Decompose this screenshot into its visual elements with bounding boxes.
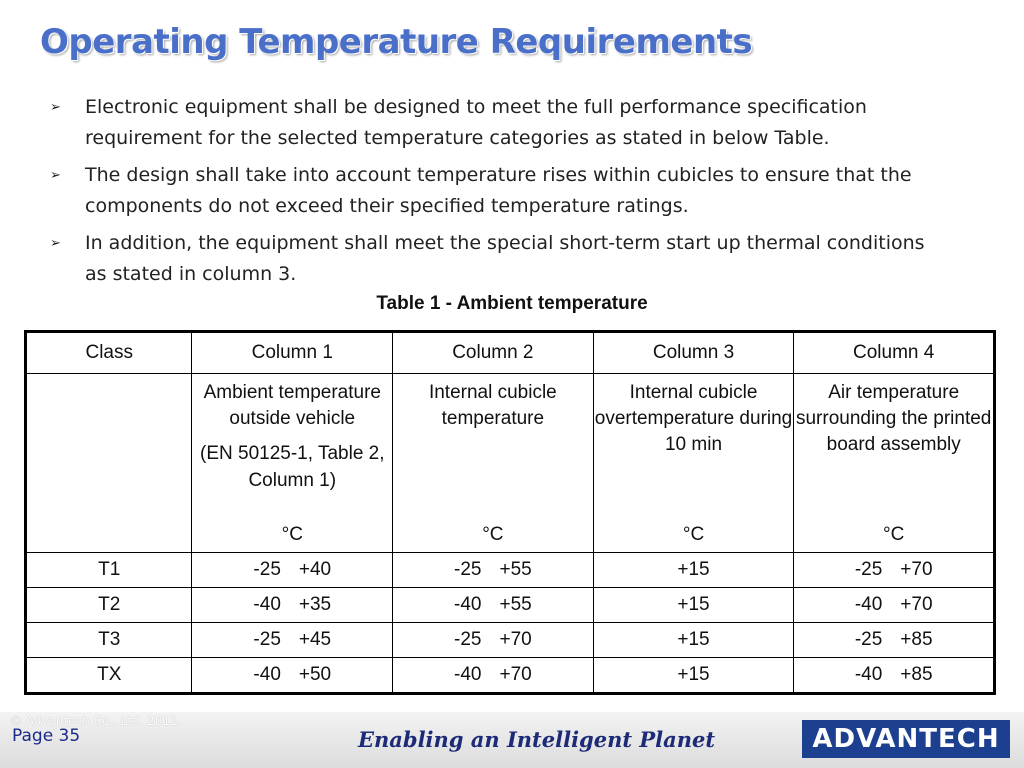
header-cell: Column 3 <box>593 332 794 374</box>
header-cell: Class <box>26 332 192 374</box>
value-cell: -40 +70 <box>393 658 594 694</box>
value-cell: -25 +85 <box>794 623 995 658</box>
class-cell: T2 <box>26 588 192 623</box>
description-cell <box>26 374 192 553</box>
company-tagline: Enabling an Intelligent Planet <box>358 727 716 752</box>
page-number: Page 35 <box>12 726 81 746</box>
class-cell: TX <box>26 658 192 694</box>
arrow-bullet-icon: ➢ <box>50 168 61 183</box>
description-cell <box>593 374 794 553</box>
value-cell: +15 <box>593 588 794 623</box>
value-cell: -40 +50 <box>192 658 393 694</box>
value-cell: -25 +70 <box>393 623 594 658</box>
value-cell: +15 <box>593 553 794 588</box>
description-cell <box>794 374 995 553</box>
arrow-bullet-icon: ➢ <box>50 100 61 115</box>
class-cell: T3 <box>26 623 192 658</box>
bullet-item <box>50 160 950 222</box>
bullet-item <box>50 228 950 290</box>
bullet-list <box>50 92 950 296</box>
description-cell <box>393 374 594 553</box>
value-cell: -40 +70 <box>794 588 995 623</box>
bullet-text: The design shall take into account temperature rises within cubicles to ensure that the components do not exceed their specified temperature ratings. <box>85 164 912 217</box>
description-cell <box>192 374 393 553</box>
table-description-row <box>26 374 995 553</box>
slide-title: Operating Temperature Requirements <box>40 22 753 62</box>
table-row <box>26 588 995 623</box>
value-cell: -25 +70 <box>794 553 995 588</box>
value-cell: +15 <box>593 623 794 658</box>
description-text: Internal cubicle overtemperature during 10 min <box>594 382 793 455</box>
table-header-row <box>26 332 995 374</box>
value-cell: -25 +45 <box>192 623 393 658</box>
value-cell: +15 <box>593 658 794 694</box>
value-cell: -40 +35 <box>192 588 393 623</box>
copyright-text: © Advantech Co., Ltd. 2011. <box>10 714 182 728</box>
bullet-item <box>50 92 950 154</box>
unit-label: °C <box>682 524 705 545</box>
bullet-text: In addition, the equipment shall meet the special short-term start up thermal conditions as stated in column 3. <box>85 232 925 285</box>
value-cell: -25 +55 <box>393 553 594 588</box>
unit-label: °C <box>281 524 303 545</box>
unit-label: °C <box>482 524 504 545</box>
table-row <box>26 658 995 694</box>
table-row <box>26 553 995 588</box>
table-row <box>26 623 995 658</box>
description-reference: (EN 50125-1, Table 2, Column 1) <box>200 443 385 491</box>
value-cell: -40 +55 <box>393 588 594 623</box>
arrow-bullet-icon: ➢ <box>50 236 61 251</box>
table-caption: Table 1 - Ambient temperature <box>376 293 648 314</box>
class-cell: T1 <box>26 553 192 588</box>
unit-label: °C <box>883 524 905 545</box>
bullet-text: Electronic equipment shall be designed to meet the full performance specification requirement for the selected temperature categories as stated in below Table. <box>85 96 867 149</box>
description-text: Internal cubicle temperature <box>428 382 557 429</box>
header-cell: Column 4 <box>794 332 995 374</box>
header-cell: Column 1 <box>192 332 393 374</box>
advantech-logo: ADVANTECH <box>802 720 1010 758</box>
description-text: Ambient temperature outside vehicle <box>203 382 381 429</box>
value-cell: -40 +85 <box>794 658 995 694</box>
value-cell: -25 +40 <box>192 553 393 588</box>
description-text: Air temperature surrounding the printed board assembly <box>795 382 992 455</box>
temperature-table <box>24 330 996 695</box>
header-cell: Column 2 <box>393 332 594 374</box>
